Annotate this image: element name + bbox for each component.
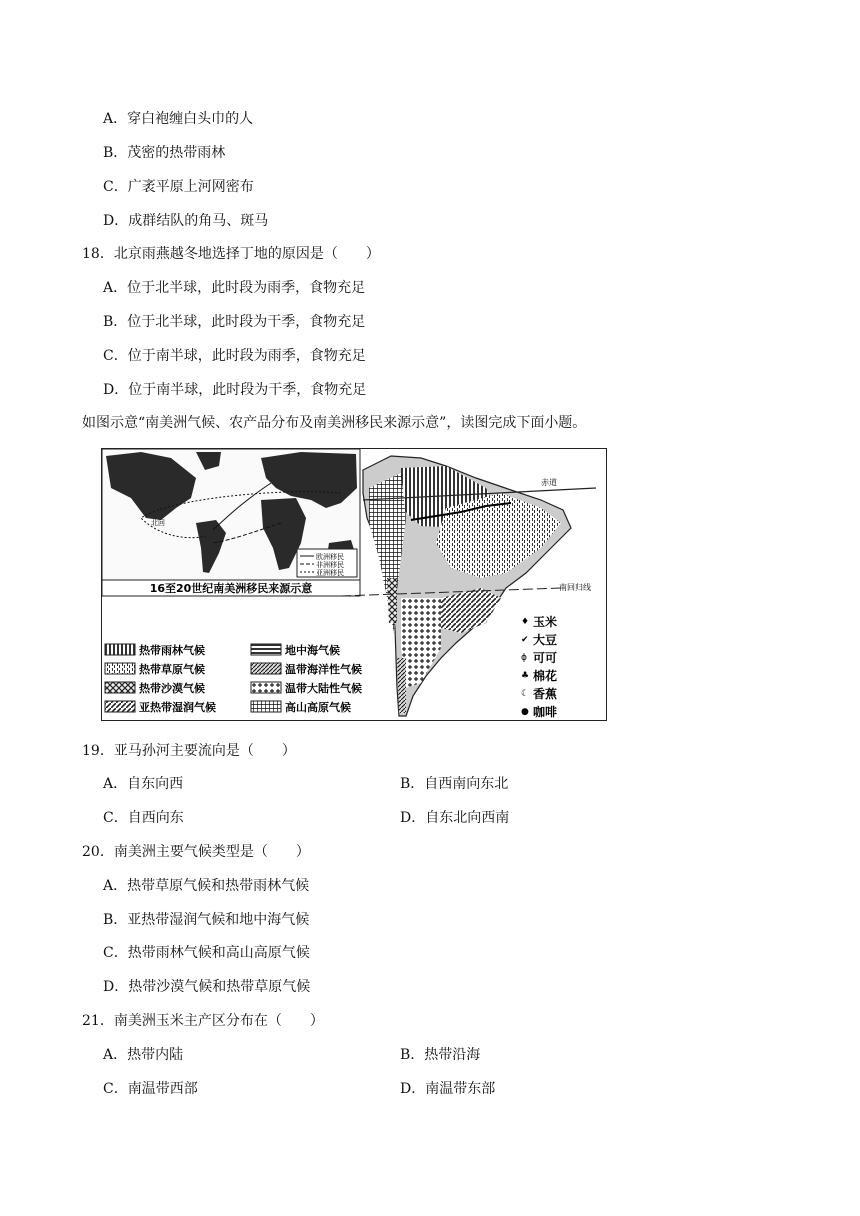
- legend-climate-8: 高山高原气候: [285, 701, 351, 714]
- q21-option-c[interactable]: C．南温带西部: [103, 1081, 198, 1097]
- legend-climate-6: 温带海洋性气候: [285, 663, 362, 676]
- inset-world-map: [102, 449, 360, 596]
- coffee-icon: ●: [521, 707, 529, 717]
- q18-option-c[interactable]: C．位于南半球，此时段为雨季，食物充足: [103, 348, 366, 364]
- option-d[interactable]: D．成群结队的角马、斑马: [103, 213, 269, 229]
- cocoa-icon: ϕ: [521, 653, 527, 663]
- legend-asia: 亚洲移民: [316, 569, 344, 577]
- q18-option-d[interactable]: D．位于南半球，此时段为干季，食物充足: [103, 382, 367, 398]
- swatch-savanna: [105, 663, 135, 674]
- legend-climate-4: 亚热带湿润气候: [139, 701, 216, 714]
- south-america-figure: [101, 448, 607, 721]
- legend-climate-2: 热带草原气候: [139, 663, 205, 676]
- q20-option-d[interactable]: D．热带沙漠气候和热带草原气候: [103, 979, 311, 995]
- legend-crop-1: 玉米: [533, 615, 558, 629]
- swatch-desert: [105, 682, 135, 693]
- q21-option-d[interactable]: D．南温带东部: [400, 1081, 496, 1097]
- q21-option-b[interactable]: B．热带沿海: [400, 1047, 481, 1063]
- swatch-continental: [251, 682, 281, 693]
- legend-crop-2: 大豆: [533, 633, 558, 647]
- climate-legend: [102, 638, 392, 720]
- legend-climate-1: 热带雨林气候: [139, 644, 205, 657]
- tropic-label: 南回归线: [559, 583, 591, 592]
- swatch-highland: [251, 701, 281, 712]
- corn-icon: ♦: [521, 617, 530, 627]
- figure-intro: 如图示意“南美洲气候、农产品分布及南美洲移民来源示意”，读图完成下面小题。: [82, 415, 587, 431]
- swatch-oceanic: [251, 663, 281, 674]
- legend-climate-3: 热带沙漠气候: [139, 682, 205, 695]
- legend-africa: 非洲移民: [316, 561, 344, 569]
- q19-option-c[interactable]: C．自西向东: [103, 810, 184, 826]
- q20-option-c[interactable]: C．热带雨林气候和高山高原气候: [103, 945, 310, 961]
- swatch-mediterranean: [251, 644, 281, 655]
- q20-option-a[interactable]: A．热带草原气候和热带雨林气候: [103, 878, 310, 894]
- soybean-icon: ✔: [521, 635, 529, 645]
- legend-crop-5: 香蕉: [533, 687, 558, 701]
- q19-option-a[interactable]: A．自东向西: [103, 776, 184, 792]
- inset-title: 16至20世纪南美洲移民来源示意: [149, 582, 313, 595]
- q19-option-b[interactable]: B．自西南向东北: [400, 776, 509, 792]
- banana-icon: ☾: [521, 689, 530, 699]
- legend-climate-5: 地中海气候: [285, 644, 340, 657]
- legend-crop-3: 可可: [533, 651, 558, 665]
- q18-option-b[interactable]: B．位于北半球，此时段为干季，食物充足: [103, 314, 366, 330]
- legend-europe: 欧洲移民: [316, 553, 344, 561]
- equator-label: 赤道: [541, 478, 557, 487]
- legend-crop-4: 棉花: [533, 669, 558, 683]
- q18-option-a[interactable]: A．位于北半球，此时段为雨季，食物充足: [103, 280, 366, 296]
- option-c[interactable]: C．广袤平原上河网密布: [103, 179, 254, 195]
- question-21-stem: 21．南美洲玉米主产区分布在（ ）: [82, 1013, 324, 1029]
- question-18-stem: 18．北京雨燕越冬地选择丁地的原因是（ ）: [82, 246, 380, 262]
- q20-option-b[interactable]: B．亚热带湿润气候和地中海气候: [103, 912, 310, 928]
- question-19-stem: 19．亚马孙河主要流向是（ ）: [82, 743, 296, 759]
- swatch-subtropical: [105, 701, 135, 712]
- swatch-rainforest: [105, 644, 135, 655]
- legend-crop-6: 咖啡: [533, 705, 558, 719]
- legend-climate-7: 温带大陆性气候: [285, 682, 362, 695]
- q21-option-a[interactable]: A．热带内陆: [103, 1047, 184, 1063]
- question-20-stem: 20．南美洲主要气候类型是（ ）: [82, 844, 310, 860]
- option-a[interactable]: A．穿白袍缠白头巾的人: [103, 111, 254, 127]
- cotton-icon: ♣: [521, 671, 530, 681]
- inset-tropic-label: 北回: [151, 519, 165, 527]
- q19-option-d[interactable]: D．自东北向西南: [400, 810, 510, 826]
- option-b[interactable]: B．茂密的热带雨林: [103, 145, 226, 161]
